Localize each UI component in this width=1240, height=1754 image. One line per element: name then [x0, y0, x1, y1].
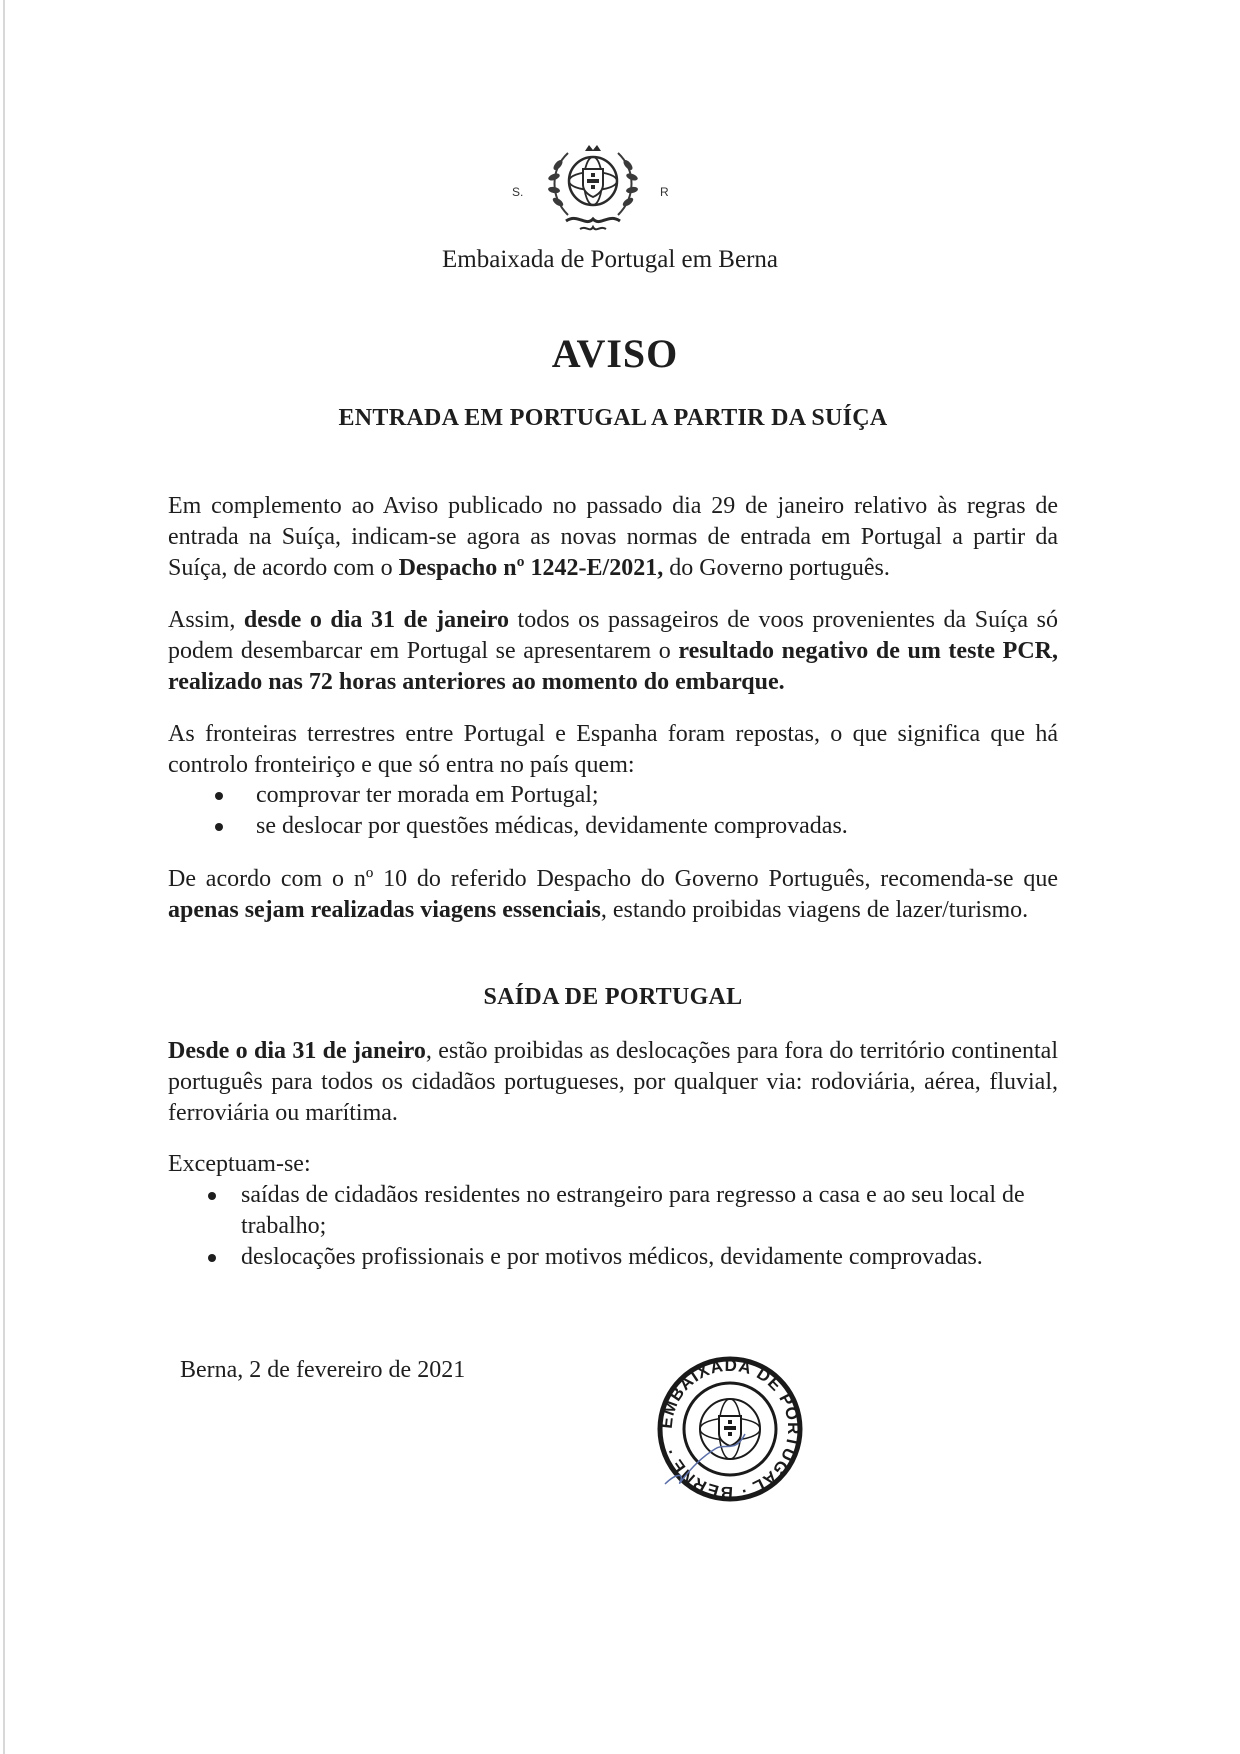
- entry-conditions-list: [168, 780, 1068, 842]
- paragraph-exceptions-label: Exceptuam-se:: [168, 1151, 311, 1177]
- essential-travel-emphasis: apenas sejam realizadas viagens essenciais: [168, 897, 601, 923]
- list-item: [168, 811, 1068, 842]
- bullet-icon: [208, 1254, 216, 1262]
- date-emphasis: Desde o dia 31 de janeiro: [168, 1038, 426, 1064]
- paragraph-text: do Governo português.: [663, 555, 890, 581]
- paragraph-intro: [168, 491, 1058, 584]
- paragraph-text: De acordo com o nº 10 do referido Despacho do Governo Português, recomenda-se que: [168, 866, 1058, 892]
- list-item-text: deslocações profissionais e por motivos médicos, devidamente comprovadas.: [241, 1244, 983, 1270]
- list-item: [168, 1180, 1068, 1242]
- paragraph-borders: As fronteiras terrestres entre Portugal e Espanha foram repostas, o que significa que há controlo fronteiriço e que só entra no país quem:: [168, 721, 1058, 778]
- date-emphasis: desde o dia 31 de janeiro: [243, 607, 509, 633]
- paragraph-text: Assim,: [168, 607, 244, 633]
- section-heading-entry: ENTRADA EM PORTUGAL A PARTIR DA SUÍÇA: [338, 405, 888, 431]
- paragraph-text: Em complemento ao Aviso publicado no passado dia 29 de janeiro relativo às regras de entrada na Suíça, indicam-se agora as novas normas de entrada em Portugal a partir da Suíça, de acordo com o: [168, 493, 1058, 581]
- list-item: [168, 780, 1068, 811]
- bullet-icon: [215, 823, 223, 831]
- paragraph-text: , estando proibidas viagens de lazer/turismo.: [600, 897, 1029, 923]
- list-item-text: saídas de cidadãos residentes no estrangeiro para regresso a casa e ao seu local de trabalho;: [241, 1182, 1025, 1239]
- pcr-emphasis: resultado negativo de um teste PCR, realizado nas 72 horas anteriores ao momento do embarque.: [168, 638, 1058, 695]
- bullet-icon: [215, 792, 223, 800]
- embassy-stamp-icon: [655, 1354, 805, 1504]
- document-date: Berna, 2 de fevereiro de 2021: [180, 1357, 466, 1383]
- list-item-text: comprovar ter morada em Portugal;: [256, 782, 599, 808]
- exceptions-list: [168, 1180, 1068, 1273]
- paragraph-text: todos os passageiros de voos provenientes da Suíça só podem desembarcar em Portugal se apresentarem o: [168, 607, 1058, 664]
- paragraph-exit-ban: [168, 1036, 1058, 1129]
- crest-right-letter: R: [660, 185, 669, 199]
- document-title: AVISO: [551, 331, 679, 376]
- paragraph-recommendation: [168, 864, 1058, 926]
- bullet-icon: [208, 1192, 216, 1200]
- despacho-reference: Despacho nº 1242-E/2021,: [398, 555, 664, 581]
- crest-left-letter: S.: [512, 185, 524, 199]
- section-heading-exit: SAÍDA DE PORTUGAL: [483, 984, 743, 1010]
- paragraph-text: , estão proibidas as deslocações para fora do território continental português para todos os cidadãos portugueses, por qualquer via: rodoviária, aérea, fluvial, ferroviária ou marítima.: [168, 1038, 1058, 1126]
- list-item: [168, 1242, 1068, 1273]
- list-item-text: se deslocar por questões médicas, devidamente comprovadas.: [256, 813, 848, 839]
- portugal-crest-icon: [538, 135, 648, 245]
- paragraph-pcr-requirement: [168, 605, 1058, 698]
- coat-of-arms: [500, 135, 740, 245]
- embassy-name: Embaixada de Portugal em Berna: [442, 246, 778, 273]
- stamp-text: EMBAIXADA DE PORTUGAL · BERNE ·: [656, 1355, 804, 1503]
